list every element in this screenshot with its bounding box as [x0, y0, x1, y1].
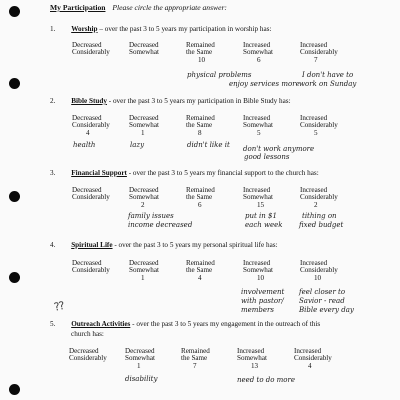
section-3-heading [50, 169, 319, 177]
option-decreased-considerably[interactable]: Decreased Considerably [69, 347, 107, 363]
response-count: 13 [251, 361, 259, 370]
handwritten-note: need to do more [237, 376, 296, 384]
handwritten-note: lazy [130, 141, 145, 149]
handwritten-note: don't work anymore [243, 145, 315, 153]
handwritten-note: Savior - read [299, 297, 345, 305]
option-increased-considerably[interactable]: Increased Considerably 10 [300, 259, 338, 282]
page-instruction: Please circle the appropriate answer: [112, 3, 227, 12]
option-increased-somewhat[interactable]: Increased Somewhat 10 [243, 259, 273, 282]
option-increased-somewhat[interactable]: Increased Somewhat 15 [243, 186, 273, 209]
handwritten-note: with pastor/ [241, 297, 284, 305]
response-count: 2 [314, 200, 318, 209]
page-title: My Participation [50, 3, 106, 12]
response-count: 7 [314, 55, 318, 64]
option-decreased-somewhat[interactable]: Decreased Somewhat 2 [129, 186, 159, 209]
section-number: 3. [50, 169, 56, 177]
margin-question-marks: ?? [52, 299, 65, 314]
option-increased-considerably[interactable]: Increased Considerably 7 [300, 41, 338, 64]
response-count: 7 [193, 361, 197, 370]
handwritten-note: Bible every day [299, 306, 354, 314]
response-count: 5 [257, 128, 261, 137]
handwritten-note: didn't like it [187, 141, 230, 149]
response-count: 10 [198, 55, 206, 64]
option-remained-same[interactable]: Remained the Same 7 [181, 347, 210, 370]
handwritten-note: physical problems [187, 71, 252, 79]
section-prompt: - over the past 3 to 5 years my participation in Bible Study has: [106, 97, 291, 105]
option-remained-same[interactable]: Remained the Same 4 [186, 259, 215, 282]
section-name: Worship [71, 25, 98, 33]
handwritten-note: put in $1 [245, 212, 277, 220]
option-decreased-considerably[interactable]: Decreased Considerably [72, 186, 110, 202]
response-count: 6 [257, 55, 261, 64]
handwritten-note: good lessons [244, 153, 290, 161]
section-4-heading [50, 241, 278, 249]
binder-hole-lower [9, 272, 20, 283]
section-prompt: - over the past 3 to 5 years my personal spiritual life has: [112, 241, 278, 249]
section-2-heading [50, 97, 291, 105]
response-count: 15 [257, 200, 265, 209]
section-1-heading [50, 25, 271, 33]
handwritten-note: fixed budget [299, 221, 344, 229]
option-decreased-considerably[interactable]: Decreased Considerably [72, 259, 110, 275]
section-number: 5. [50, 320, 56, 328]
response-count: 10 [257, 273, 265, 282]
response-count: 6 [198, 200, 202, 209]
binder-hole-middle [9, 191, 20, 202]
section-5-prompt-continued: church has: [71, 330, 104, 338]
option-remained-same[interactable]: Remained the Same 8 [186, 114, 215, 137]
response-count: 5 [314, 128, 318, 137]
handwritten-note: work on Sunday [299, 80, 357, 88]
handwritten-note: disability [125, 375, 158, 383]
handwritten-note: each week [245, 221, 283, 229]
binder-hole-upper [9, 78, 20, 89]
section-prompt: – over the past 3 to 5 years my participation in worship has: [97, 25, 272, 33]
response-count: 10 [314, 273, 322, 282]
response-count: 1 [137, 361, 141, 370]
section-prompt: - over the past 3 to 5 years my engagement in the outreach of this [130, 320, 321, 328]
section-number: 1. [50, 25, 56, 33]
section-name: Outreach Activities [71, 320, 131, 328]
option-decreased-somewhat[interactable]: Decreased Somewhat 1 [125, 347, 155, 370]
response-count: 4 [308, 361, 312, 370]
option-decreased-somewhat[interactable]: Decreased Somewhat 1 [129, 114, 159, 137]
handwritten-note: family issues [128, 212, 174, 220]
section-5-heading [50, 320, 320, 328]
section-name: Bible Study [71, 97, 107, 105]
handwritten-note: involvement [241, 288, 285, 296]
binder-hole-top [9, 6, 20, 17]
section-prompt: - over the past 3 to 5 years my financial support to the church has: [126, 169, 319, 177]
section-number: 4. [50, 241, 56, 249]
binder-hole-bottom [9, 384, 20, 395]
response-count: 2 [141, 200, 145, 209]
response-count: 4 [198, 273, 202, 282]
section-name: Financial Support [71, 169, 127, 177]
option-increased-considerably[interactable]: Increased Considerably 2 [300, 186, 338, 209]
page-header [50, 4, 227, 12]
handwritten-note: I don't have to [302, 71, 354, 79]
option-decreased-somewhat[interactable]: Decreased Somewhat [129, 41, 159, 57]
handwritten-note: members [241, 306, 274, 314]
response-count: 1 [141, 273, 145, 282]
handwritten-note: income decreased [128, 221, 193, 229]
option-remained-same[interactable]: Remained the Same 6 [186, 186, 215, 209]
response-count: 8 [198, 128, 202, 137]
response-count: 1 [141, 128, 145, 137]
handwritten-note: tithing on [302, 212, 337, 220]
option-increased-considerably[interactable]: Increased Considerably 5 [300, 114, 338, 137]
handwritten-note: feel closer to [299, 288, 346, 296]
option-increased-considerably[interactable]: Increased Considerably 4 [294, 347, 332, 370]
handwritten-note: health [73, 141, 96, 149]
handwritten-note: enjoy services more [229, 80, 300, 88]
option-increased-somewhat[interactable]: Increased Somewhat 13 [237, 347, 267, 370]
option-increased-somewhat[interactable]: Increased Somewhat 6 [243, 41, 273, 64]
option-decreased-somewhat[interactable]: Decreased Somewhat 1 [129, 259, 159, 282]
option-increased-somewhat[interactable]: Increased Somewhat 5 [243, 114, 273, 137]
option-remained-same[interactable]: Remained the Same 10 [186, 41, 215, 64]
section-number: 2. [50, 97, 56, 105]
section-name: Spiritual Life [71, 241, 113, 249]
response-count: 4 [86, 128, 90, 137]
option-decreased-considerably[interactable]: Decreased Considerably [72, 41, 110, 57]
option-decreased-considerably[interactable]: Decreased Considerably 4 [72, 114, 110, 137]
